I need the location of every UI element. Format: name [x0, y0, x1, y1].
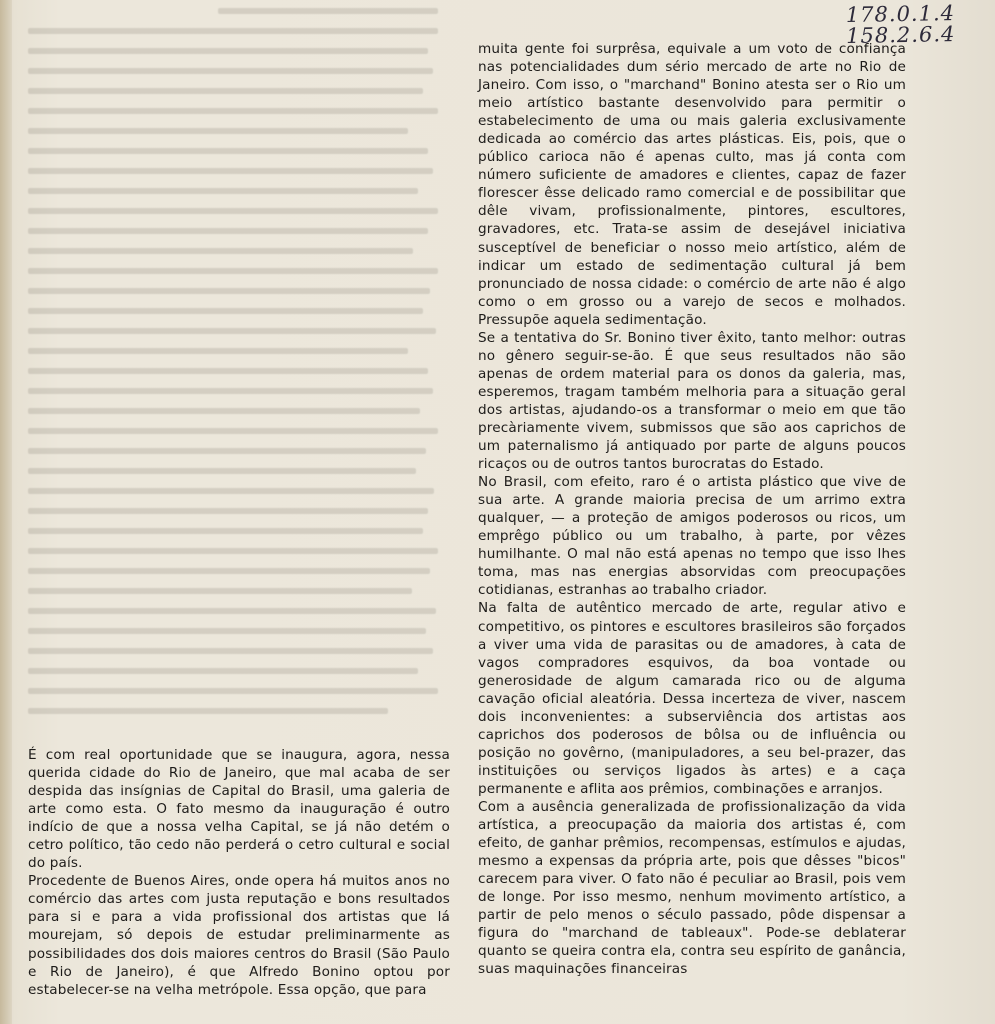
paragraph: Com a ausência generalizada de profissionalização da vida artística, a preocupação da maioria dos artistas é, com efeito, de ganhar prêmios, recompensas, estímulos e ajudas, mesmo a expensas da própria arte, pois que dêsses "bicos" carecem para viver. O fato não é peculiar ao Brasil, pois vem de longe. Por isso mesmo, nenhum movimento artístico, a partir de pelo menos o século passado, pôde dispensar a figura do "marchand de tableaux". Pode-se deblaterar quanto se queira contra ela, contra seu espírito de ganância, suas maquinações financeiras [478, 798, 906, 978]
paragraph: Se a tentativa do Sr. Bonino tiver êxito, tanto melhor: outras no gênero seguir-se-ão. É que seus resultados não são apenas de ordem material para os donos da galeria, mas, esperemos, tragam também melhoria para a situação geral dos artistas, ajudando-os a transformar o meio em que tão precàriamente vivem, submissos que são aos caprichos de um paternalismo já antiquado por parte de alguns poucos ricaços ou de outros tantos burocratas do Estado. [478, 329, 906, 473]
paragraph: É com real oportunidade que se inaugura, agora, nessa querida cidade do Rio de Janeiro, que mal acaba de ser despida das insígnias de Capital do Brasil, uma galeria de arte como esta. O fato mesmo da inauguração é outro indício de que a nossa velha Capital, se já não detém o cetro político, tão cedo não perderá o cetro cultural e social do país. [28, 747, 450, 872]
right-text-column [478, 40, 906, 978]
show-through-text [28, 0, 448, 735]
paragraph: No Brasil, com efeito, raro é o artista plástico que vive de sua arte. A grande maioria precisa de um arrimo extra qualquer, — a proteção de amigos poderosos ou ricos, um emprêgo público ou um trabalho, à parte, por vêzes humilhante. O mal não está apenas no tempo que isso lhes toma, mas nas energias absorvidas com preocupações cotidianas, estranhas ao trabalho criador. [478, 474, 906, 599]
reference-number: 158.2.6.4 [845, 22, 956, 48]
left-text-column [28, 746, 450, 999]
paragraph: Procedente de Buenos Aires, onde opera há muitos anos no comércio das artes com justa reputação e bons resultados para si e para a vida profissional dos artistas que lá mourejam, só depois de estudar preliminarmente as possibilidades dos dois maiores centros do Brasil (São Paulo e Rio de Janeiro), é que Alfredo Bonino optou por estabelecer-se na velha metrópole. Essa opção, que para [28, 873, 450, 998]
page-binding-edge [0, 0, 12, 1024]
paragraph: Na falta de autêntico mercado de arte, regular ativo e competitivo, os pintores e escultores brasileiros são forçados a viver uma vida de parasitas ou de amadores, à cata de vagos compradores esquivos, da boa vontade ou generosidade de algum camarada rico ou de alguma cavação oficial aleatória. Dessa incerteza de viver, nascem dois inconvenientes: a subserviência dos artistas aos caprichos dos poderosos de bôlsa ou de influência ou posição no govêrno, (manipuladores, a seu bel-prazer, das instituições ou serviços ligados às artes) e a caça permanente e aflita aos prêmios, combinações e arranjos. [478, 600, 906, 797]
paragraph: muita gente foi surprêsa, equivale a um voto de confiança nas potencialidades dum sério mercado de arte no Rio de Janeiro. Com isso, o "marchand" Bonino atesta ser o Rio um meio artístico bastante desenvolvido para permitir o estabelecimento de uma ou mais galeria exclusivamente dedicada ao comércio das artes plásticas. Eis, pois, que o público carioca não é apenas culto, mas já conta com número suficiente de amadores e clientes, capaz de fazer florescer êsse delicado ramo comercial e de possibilitar que dêle vivam, profissionalmente, pintores, escultores, gravadores, etc. Trata-se assim de desejável iniciativa susceptível de beneficiar o nosso meio artístico, além de indicar um estado de sedimentação cultural já bem pronunciado de nossa cidade: o comércio de arte não é algo como o em grosso ou a varejo de secos e molhados. Pressupõe aquela sedimentação. [478, 41, 906, 328]
reference-number: 178.0.1.4 [845, 1, 956, 27]
